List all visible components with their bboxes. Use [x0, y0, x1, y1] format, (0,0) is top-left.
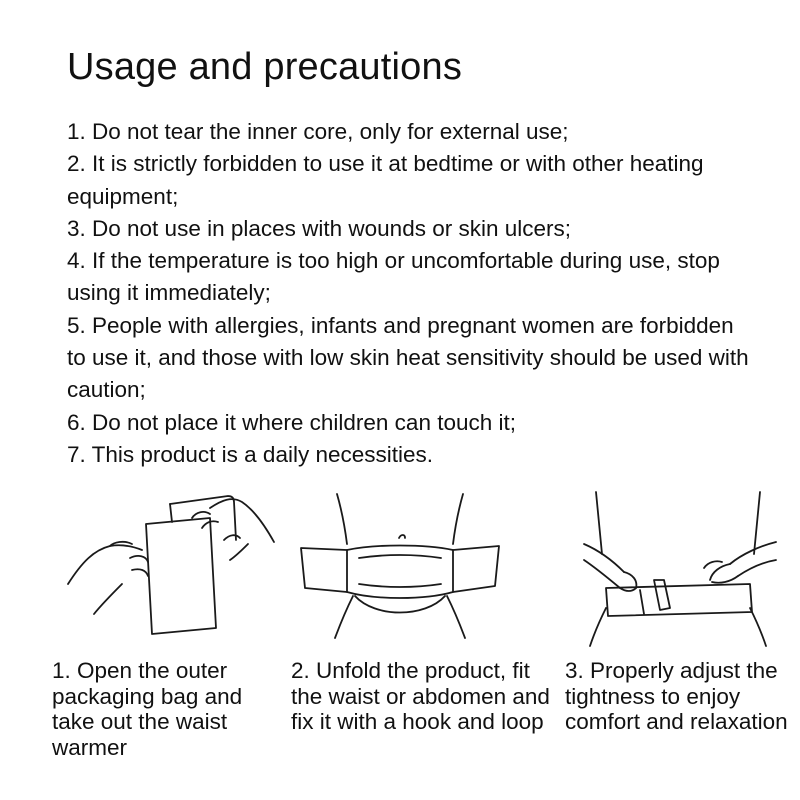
- precaution-item: 3. Do not use in places with wounds or skin ulcers;: [67, 215, 571, 241]
- step-3-caption: 3. Properly adjust the tightness to enjoy comfort and relaxation: [565, 658, 788, 735]
- precaution-item: 1. Do not tear the inner core, only for external use;: [67, 119, 569, 144]
- precaution-item: 2. It is strictly forbidden to use it at bedtime or with other heating equipment;: [67, 151, 704, 209]
- precaution-item: 4. If the temperature is too high or uncomfortable during use, stop using it immediately;: [67, 248, 720, 306]
- hands-adjusting-belt-icon: [580, 488, 780, 648]
- step-1-caption: 1. Open the outer packaging bag and take out the waist warmer: [52, 658, 243, 761]
- usage-steps: [0, 488, 800, 800]
- hands-opening-package-icon: [60, 488, 280, 648]
- precautions-list: [67, 116, 757, 471]
- precaution-item: 7. This product is a daily necessities.: [67, 441, 434, 467]
- page-title: Usage and precautions: [67, 46, 463, 88]
- step-2-caption: 2. Unfold the product, fit the waist or abdomen and fix it with a hook and loop: [291, 658, 550, 735]
- precaution-item: 6. Do not place it where children can touch it;: [67, 409, 517, 435]
- precaution-item: 5. People with allergies, infants and pregnant women are forbidden to use it, and those with low skin heat sensitivity should be used with caution;: [67, 312, 749, 403]
- waist-warmer-on-abdomen-icon: [295, 488, 505, 648]
